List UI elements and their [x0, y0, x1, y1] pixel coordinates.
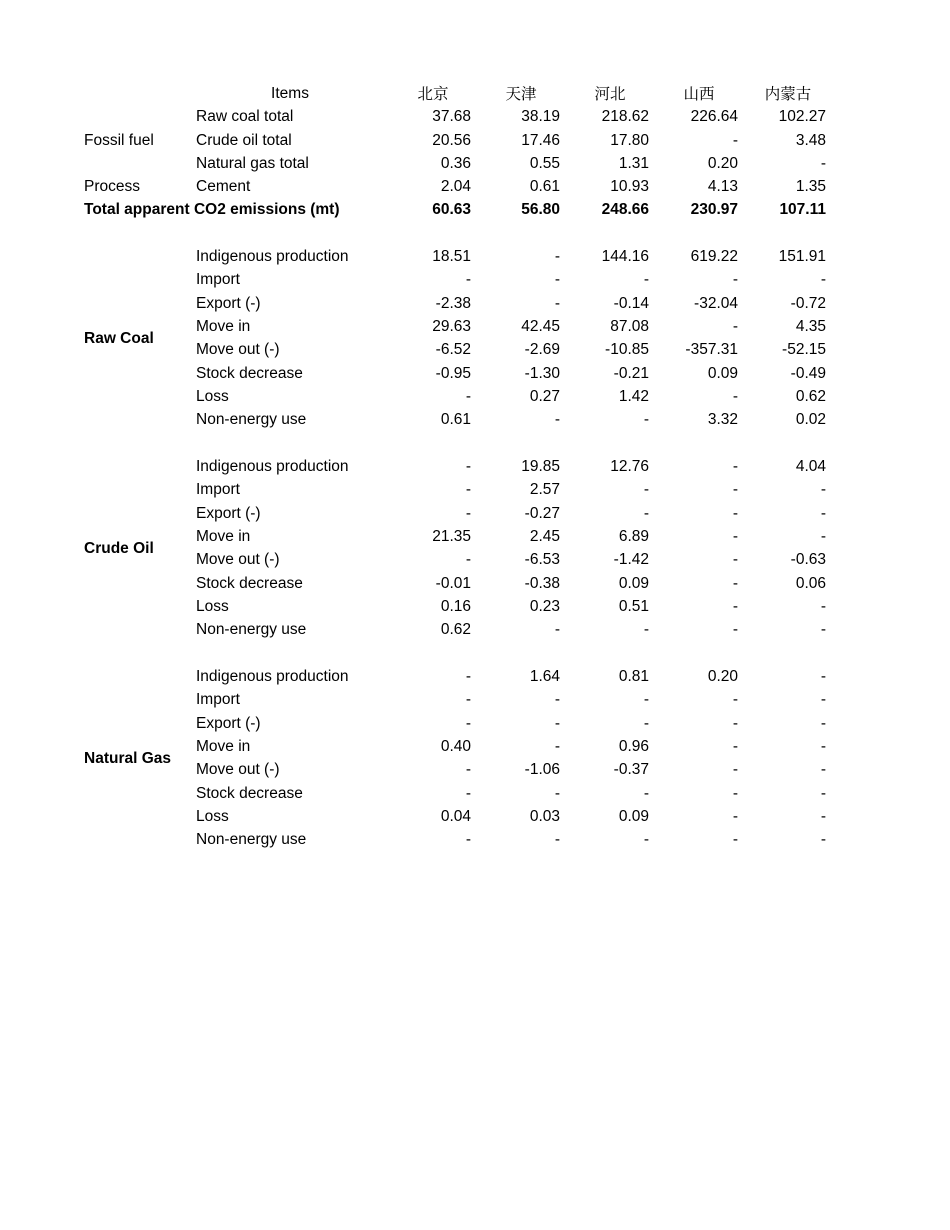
cell-value: 38.19	[521, 108, 560, 125]
cell-value: 87.08	[610, 317, 649, 335]
row-label: Stock decrease	[196, 574, 303, 592]
cell-value: 60.63	[432, 201, 471, 218]
region-header: 天津	[505, 85, 537, 103]
cell-value: -	[465, 761, 471, 779]
cell-value: 17.46	[521, 132, 560, 149]
cell-value: 1.64	[529, 668, 560, 685]
cell-value: -2.69	[524, 341, 560, 359]
row-label: Non-energy use	[196, 411, 307, 429]
cell-value: 17.80	[610, 132, 649, 149]
cell-value: -	[820, 271, 826, 289]
cell-value: -	[820, 155, 826, 172]
cell-value: 56.80	[521, 201, 560, 218]
table-row	[0, 480, 950, 500]
cell-value: 1.35	[795, 178, 826, 195]
table-row	[0, 154, 950, 174]
table-row	[0, 714, 950, 734]
region-header: 山西	[683, 85, 715, 103]
cell-value: -	[643, 504, 649, 522]
cell-value: -	[465, 714, 471, 732]
cell-value: -0.95	[435, 364, 471, 382]
cell-value: -	[732, 597, 738, 615]
cell-value: -6.53	[524, 551, 560, 569]
cell-value: 0.55	[529, 155, 560, 172]
cell-value: 0.02	[795, 411, 826, 429]
row-label: Raw coal total	[196, 108, 294, 125]
cell-value: 102.27	[778, 108, 826, 125]
row-label: Natural gas total	[196, 155, 309, 172]
cell-value: -	[732, 132, 738, 149]
cell-value: -	[732, 807, 738, 825]
row-label: Indigenous production	[196, 248, 349, 265]
cell-value: -	[643, 784, 649, 802]
cell-value: -	[820, 807, 826, 825]
cell-value: -0.01	[435, 574, 471, 592]
cell-value: 4.04	[795, 458, 826, 475]
row-label: Loss	[196, 597, 229, 615]
cell-value: -0.63	[790, 551, 826, 569]
cell-value: -	[554, 784, 560, 802]
cell-value: -	[554, 691, 560, 709]
cell-value: -	[643, 411, 649, 429]
region-header: 河北	[594, 85, 626, 103]
cell-value: -32.04	[694, 294, 738, 312]
cell-value: -	[465, 668, 471, 685]
cell-value: 12.76	[610, 458, 649, 475]
cell-value: -0.38	[524, 574, 560, 592]
cell-value: 0.04	[440, 807, 471, 825]
table-row	[0, 364, 950, 384]
cell-value: 21.35	[432, 527, 471, 545]
cell-value: -	[732, 784, 738, 802]
cell-value: -	[465, 784, 471, 802]
cell-value: 0.09	[618, 574, 649, 592]
row-label: Indigenous production	[196, 668, 349, 685]
cell-value: 0.16	[440, 597, 471, 615]
cell-value: -	[465, 831, 471, 849]
cell-value: 4.13	[707, 178, 738, 195]
cell-value: -	[820, 831, 826, 849]
table-row	[0, 597, 950, 617]
row-label: Indigenous production	[196, 458, 349, 475]
cell-value: 0.81	[618, 668, 649, 685]
row-label: Non-energy use	[196, 831, 307, 849]
table-row	[0, 457, 950, 477]
cell-value: -	[732, 271, 738, 289]
cell-value: -	[554, 831, 560, 849]
table-row	[0, 410, 950, 430]
row-label: Cement	[196, 178, 251, 195]
cell-value: -	[820, 691, 826, 709]
cell-value: -	[465, 458, 471, 475]
table-row	[0, 294, 950, 314]
cell-value: -	[820, 481, 826, 499]
cell-value: -	[820, 714, 826, 732]
cell-value: 3.48	[795, 132, 826, 149]
cell-value: -	[820, 784, 826, 802]
row-label: Non-energy use	[196, 621, 307, 639]
cell-value: 0.09	[707, 364, 738, 382]
cell-value: 10.93	[610, 178, 649, 195]
row-label: Move out (-)	[196, 341, 280, 359]
row-label: Move out (-)	[196, 551, 280, 569]
cell-value: -	[820, 621, 826, 639]
row-label: Loss	[196, 387, 229, 405]
cell-value: 2.45	[529, 527, 560, 545]
row-label: Move in	[196, 737, 251, 755]
cell-value: -	[554, 714, 560, 732]
cell-value: 218.62	[601, 108, 649, 125]
cell-value: 20.56	[432, 132, 471, 149]
cell-value: -	[643, 621, 649, 639]
cell-value: -	[732, 527, 738, 545]
cell-value: 107.11	[779, 201, 826, 218]
row-label: Import	[196, 691, 240, 709]
table-row	[0, 177, 950, 197]
items-header: Items	[271, 85, 309, 102]
cell-value: -	[554, 737, 560, 755]
cell-value: 1.42	[618, 387, 649, 405]
cell-value: 3.32	[707, 411, 738, 429]
cell-value: -10.85	[605, 341, 649, 359]
cell-value: 0.62	[795, 387, 826, 405]
cell-value: 144.16	[601, 248, 649, 265]
cell-value: 226.64	[690, 108, 738, 125]
cell-value: 1.31	[618, 155, 649, 172]
cell-value: -	[465, 481, 471, 499]
cell-value: -0.27	[524, 504, 560, 522]
row-label: Move in	[196, 317, 251, 335]
row-label: Stock decrease	[196, 364, 303, 382]
cell-value: -	[732, 551, 738, 569]
cell-value: 230.97	[690, 201, 738, 218]
table-row	[0, 270, 950, 290]
cell-value: -	[643, 831, 649, 849]
cell-value: 0.23	[529, 597, 560, 615]
cell-value: -0.21	[613, 364, 649, 382]
cell-value: -6.52	[435, 341, 471, 359]
cell-value: -	[732, 714, 738, 732]
cell-value: -	[465, 551, 471, 569]
cell-value: -	[465, 271, 471, 289]
cell-value: -	[465, 504, 471, 522]
table-row	[0, 387, 950, 407]
category-label: Process	[84, 178, 140, 195]
cell-value: 37.68	[432, 108, 471, 125]
cell-value: -	[643, 691, 649, 709]
cell-value: -	[732, 691, 738, 709]
table-row	[0, 247, 950, 267]
cell-value: 0.40	[440, 737, 471, 755]
cell-value: 0.20	[707, 668, 738, 685]
cell-value: 0.09	[618, 807, 649, 825]
cell-value: 619.22	[690, 248, 738, 265]
row-label: Crude oil total	[196, 132, 292, 149]
table-row	[0, 784, 950, 804]
cell-value: 0.06	[795, 574, 826, 592]
cell-value: 0.61	[529, 178, 560, 195]
cell-value: -	[732, 504, 738, 522]
cell-value: -	[820, 597, 826, 615]
cell-value: 0.20	[707, 155, 738, 172]
table-row	[0, 690, 950, 710]
cell-value: -2.38	[435, 294, 471, 312]
region-header: 内蒙古	[764, 85, 812, 103]
region-header: 北京	[417, 85, 449, 103]
cell-value: -	[820, 761, 826, 779]
cell-value: -	[643, 481, 649, 499]
cell-value: 0.51	[618, 597, 649, 615]
cell-value: -	[732, 761, 738, 779]
section-category-label: Raw Coal	[84, 329, 154, 347]
cell-value: -0.72	[790, 294, 826, 312]
cell-value: -	[820, 504, 826, 522]
cell-value: 248.66	[601, 201, 649, 218]
cell-value: 2.57	[529, 481, 560, 499]
cell-value: -	[732, 458, 738, 475]
cell-value: -	[732, 737, 738, 755]
category-label: Fossil fuel	[84, 132, 154, 149]
cell-value: 0.03	[529, 807, 560, 825]
cell-value: 0.62	[440, 621, 471, 639]
header-row	[0, 84, 950, 104]
cell-value: -	[643, 271, 649, 289]
cell-value: -357.31	[685, 341, 738, 359]
table-row	[0, 574, 950, 594]
row-label: Export (-)	[196, 294, 261, 312]
cell-value: 4.35	[795, 317, 826, 335]
row-label: Import	[196, 481, 240, 499]
cell-value: -	[554, 411, 560, 429]
cell-value: 0.61	[440, 411, 471, 429]
cell-value: 0.36	[440, 155, 471, 172]
cell-value: -	[465, 387, 471, 405]
table-row	[0, 830, 950, 850]
cell-value: -	[554, 294, 560, 312]
row-label: Loss	[196, 807, 229, 825]
cell-value: -	[643, 714, 649, 732]
cell-value: 6.89	[618, 527, 649, 545]
cell-value: 0.27	[529, 387, 560, 405]
cell-value: 42.45	[521, 317, 560, 335]
cell-value: -	[554, 621, 560, 639]
cell-value: 18.51	[432, 248, 471, 265]
cell-value: -	[554, 271, 560, 289]
cell-value: -1.30	[524, 364, 560, 382]
section-category-label: Crude Oil	[84, 539, 154, 557]
cell-value: -	[465, 691, 471, 709]
cell-value: -	[732, 481, 738, 499]
row-label: Export (-)	[196, 504, 261, 522]
row-label: Move out (-)	[196, 761, 280, 779]
cell-value: -0.37	[613, 761, 649, 779]
cell-value: -	[554, 248, 560, 265]
cell-value: -	[732, 831, 738, 849]
row-label: Move in	[196, 527, 251, 545]
table-row	[0, 131, 950, 151]
cell-value: -	[732, 574, 738, 592]
cell-value: -	[732, 317, 738, 335]
cell-value: -	[820, 668, 826, 685]
total-label: Total apparent CO2 emissions (mt)	[84, 201, 340, 218]
section-category-label: Natural Gas	[84, 749, 172, 767]
cell-value: -52.15	[782, 341, 826, 359]
table-row	[0, 504, 950, 524]
row-label: Export (-)	[196, 714, 261, 732]
cell-value: -	[732, 387, 738, 405]
cell-value: -0.49	[790, 364, 826, 382]
cell-value: -	[732, 621, 738, 639]
table-row	[0, 667, 950, 687]
row-label: Stock decrease	[196, 784, 303, 802]
cell-value: 0.96	[618, 737, 649, 755]
cell-value: -	[820, 737, 826, 755]
cell-value: -	[820, 527, 826, 545]
table-row	[0, 620, 950, 640]
row-label: Import	[196, 271, 240, 289]
table-row	[0, 107, 950, 127]
cell-value: -0.14	[613, 294, 649, 312]
cell-value: 2.04	[440, 178, 471, 195]
total-row	[0, 200, 950, 220]
cell-value: 151.91	[778, 248, 826, 265]
cell-value: 19.85	[521, 458, 560, 475]
cell-value: -1.06	[524, 761, 560, 779]
table-row	[0, 807, 950, 827]
cell-value: -1.42	[613, 551, 649, 569]
cell-value: 29.63	[432, 317, 471, 335]
